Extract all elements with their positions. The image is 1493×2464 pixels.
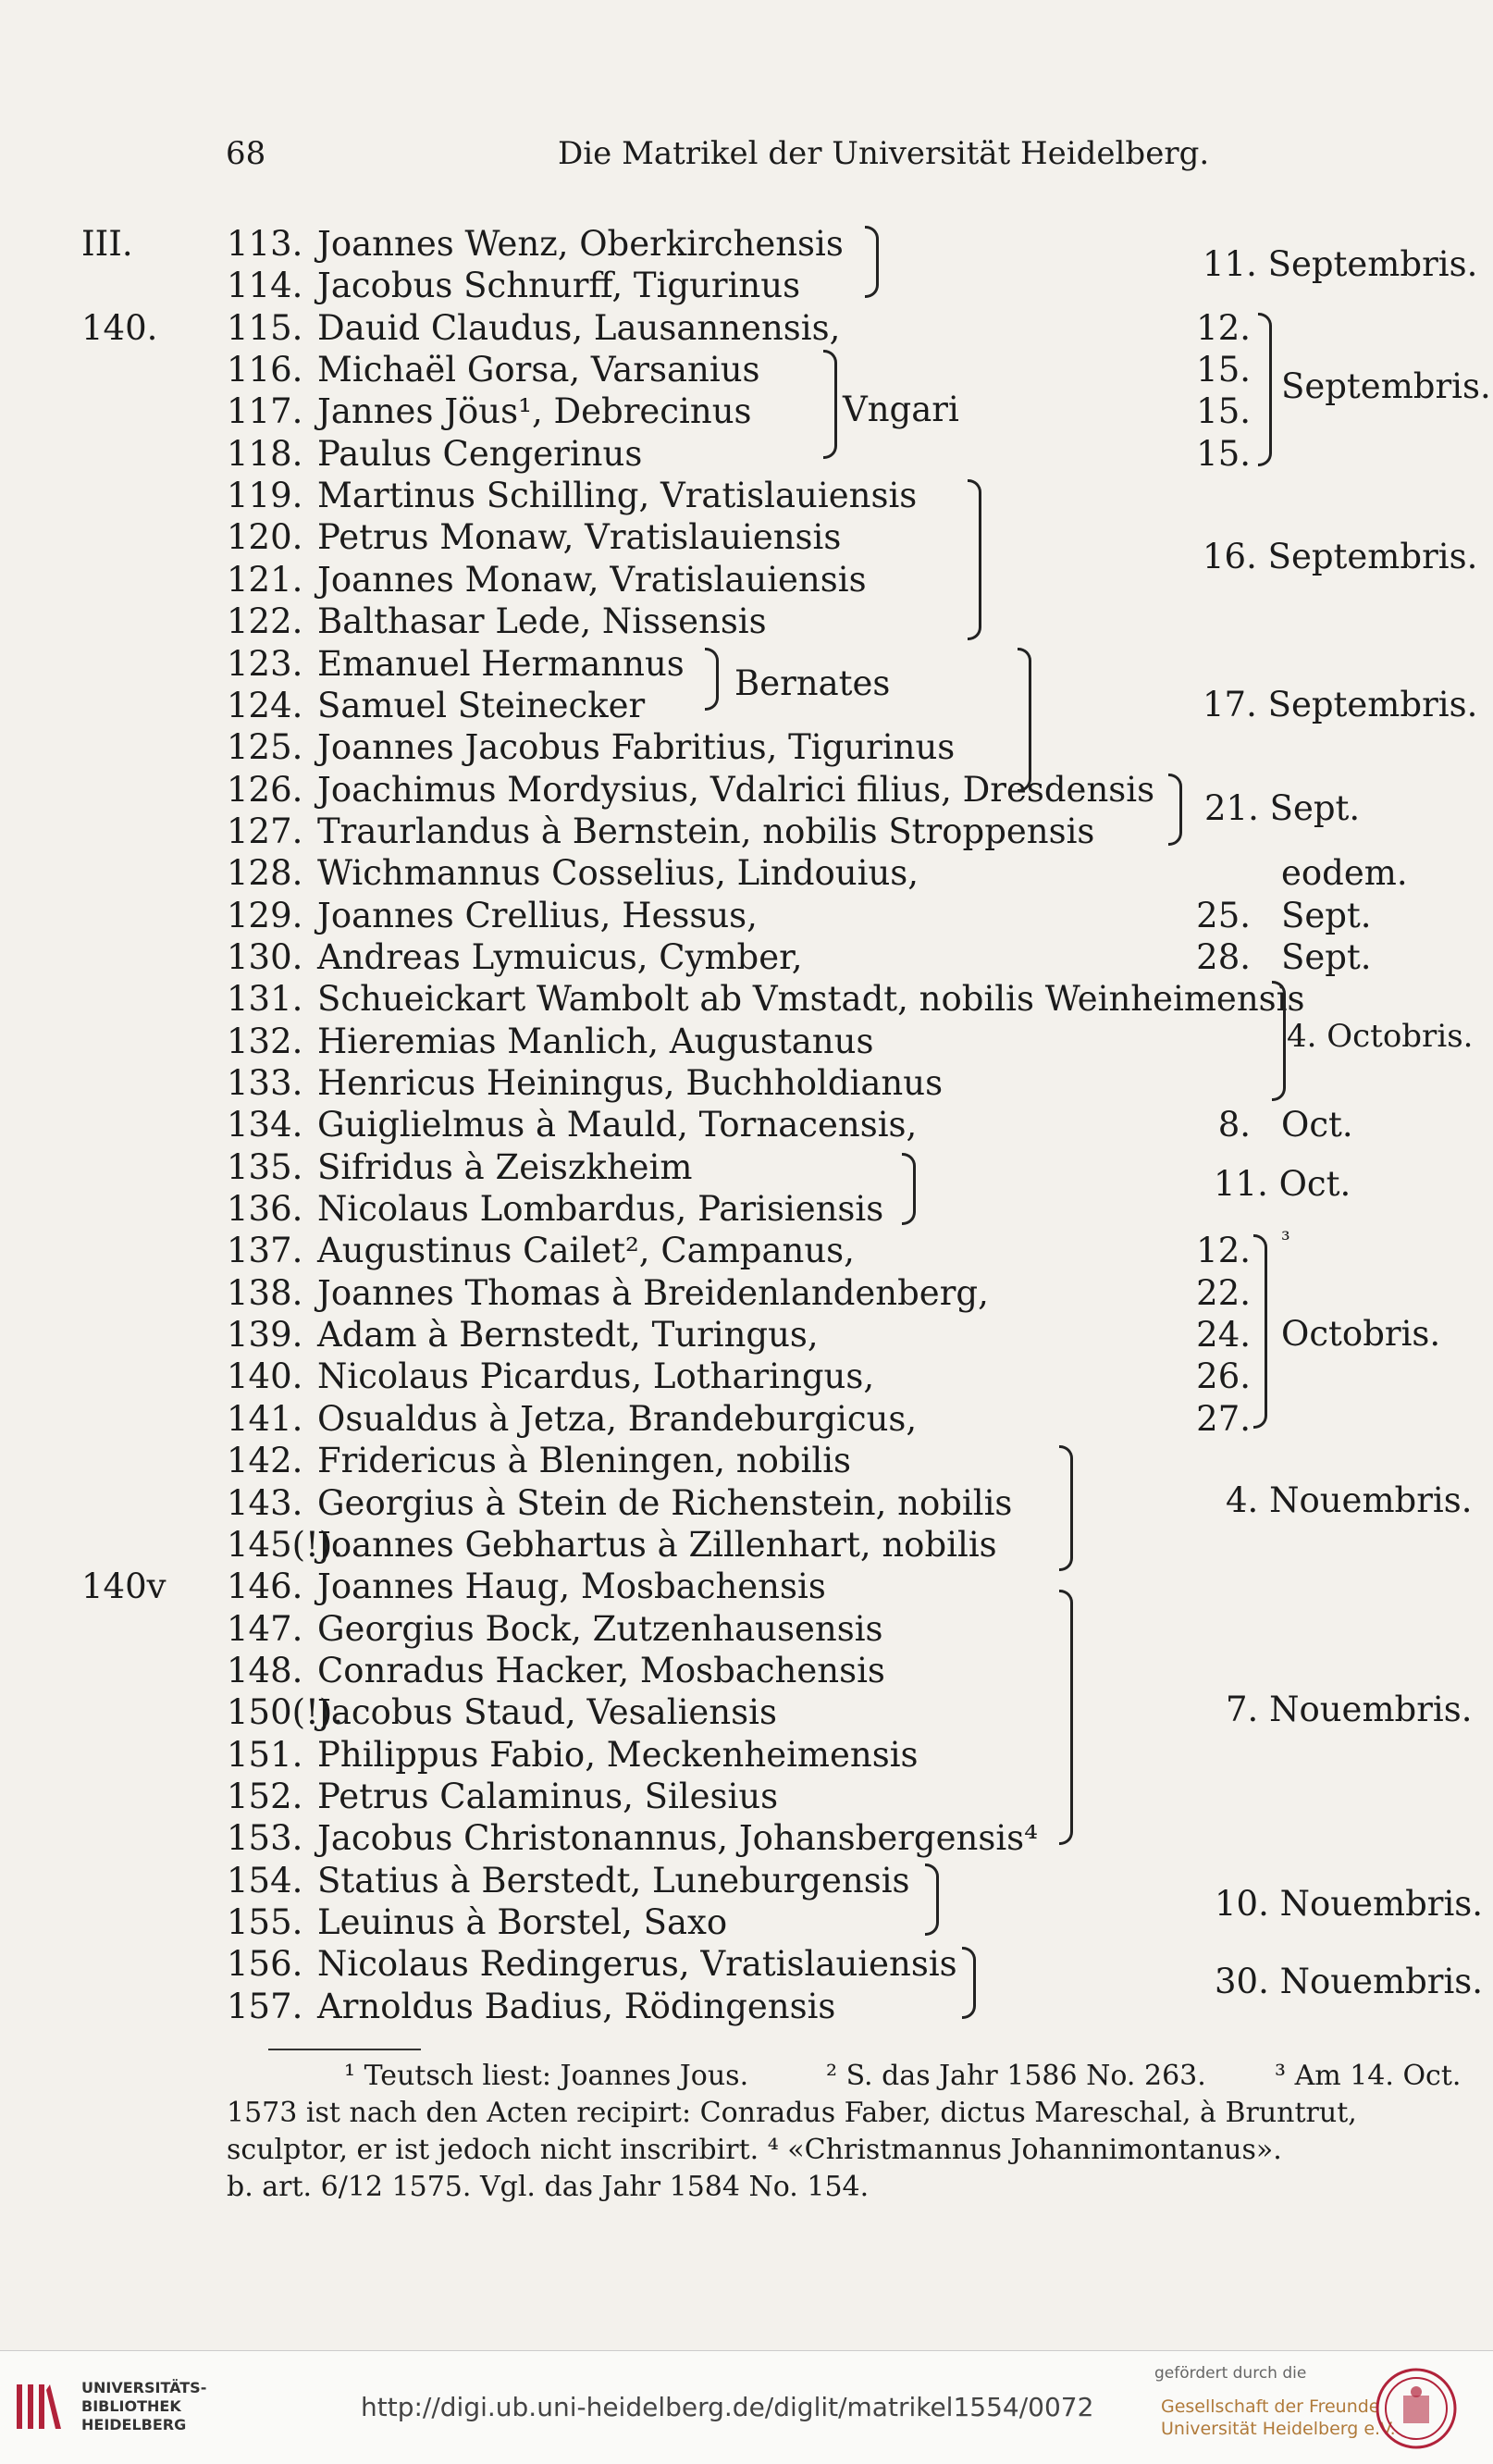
entry-day: 15.	[1196, 433, 1251, 474]
register-entry	[0, 1356, 1493, 1397]
entry-date: Sept.	[1281, 895, 1372, 935]
register-entry	[0, 1398, 1493, 1440]
brace-146-153	[1059, 1590, 1073, 1845]
entry-number: 157.	[227, 1986, 303, 2026]
entry-number: 133.	[227, 1063, 303, 1103]
sponsor-name-line-1: Gesellschaft der Freunde	[1161, 2396, 1380, 2417]
entry-name: Osualdus à Jetza, Brandeburgicus,	[317, 1398, 918, 1439]
entry-number: 130.	[227, 936, 303, 977]
group-label-bernates: Bernates	[734, 663, 891, 703]
entry-number: 122.	[227, 601, 303, 642]
entry-number: 128.	[227, 853, 303, 894]
entry-number: 126.	[227, 769, 303, 810]
brace-115-118-dates	[1258, 313, 1272, 466]
date-group-156-157: 30. Nouembris.	[1215, 1962, 1484, 2001]
entry-name: Paulus Cengerinus	[317, 433, 643, 474]
entry-day: 26.	[1196, 1356, 1251, 1397]
entry-day: 8.	[1217, 1105, 1251, 1145]
sponsor-name-line-2: Universität Heidelberg e.V.	[1161, 2419, 1396, 2439]
brace-156-157	[962, 1947, 976, 2019]
entry-number: 151.	[227, 1734, 303, 1775]
entry-name: Nicolaus Picardus, Lotharingus,	[317, 1356, 875, 1397]
folio-mark: III.	[81, 224, 133, 264]
entry-number: 141.	[227, 1398, 303, 1439]
entry-name: Joannes Gebhartus à Zillenhart, nobilis	[317, 1524, 997, 1565]
entry-name: Emanuel Hermannus	[317, 643, 685, 684]
entry-number: 117.	[227, 391, 303, 432]
running-title: Die Matrikel der Universität Heidelberg.	[558, 135, 1210, 172]
date-group-131-133: 4. Octobris.	[1287, 1018, 1474, 1055]
entry-name: Joannes Jacobus Fabritius, Tigurinus	[317, 727, 956, 768]
brace-119-122	[968, 479, 981, 640]
entry-day: 15.	[1196, 391, 1251, 432]
date-group-119-122: 16. Septembris.	[1203, 537, 1478, 576]
brace-131-133	[1272, 981, 1286, 1101]
entry-name: Fridericus à Bleningen, nobilis	[317, 1441, 852, 1481]
footnote-ref-3: ³	[1281, 1227, 1290, 1253]
entry-name: Balthasar Lede, Nissensis	[317, 601, 767, 642]
register-entry	[0, 1062, 1493, 1104]
folio-mark: 140.	[81, 307, 158, 348]
entry-number: 138.	[227, 1272, 303, 1313]
entry-number: 135.	[227, 1146, 303, 1187]
entry-day: 25.	[1196, 895, 1251, 935]
entry-name: Traurlandus à Bernstein, nobilis Stroppensis	[317, 811, 1095, 851]
date-group-126-127: 21. Sept.	[1204, 788, 1361, 828]
entry-number: 136.	[227, 1189, 303, 1230]
entry-number: 147.	[227, 1608, 303, 1649]
register-entry	[0, 895, 1493, 936]
entry-number: 121.	[227, 559, 303, 600]
entry-number: 152.	[227, 1776, 303, 1816]
entry-name: Nicolaus Redingerus, Vratislauiensis	[317, 1944, 957, 1985]
entry-name: Joannes Wenz, Oberkirchensis	[317, 224, 844, 264]
footnote-1: ¹ Teutsch liest: Joannes Jous.	[344, 2060, 749, 2092]
date-group-113-114: 11. Septembris.	[1203, 244, 1478, 284]
register-entry	[0, 1734, 1493, 1776]
entry-name: Georgius Bock, Zutzenhausensis	[317, 1608, 883, 1649]
register-entry	[0, 1817, 1493, 1859]
date-group-115-118: Septembris.	[1281, 366, 1491, 406]
register-entry	[0, 1524, 1493, 1566]
brace-123-125	[1018, 648, 1031, 792]
entry-day: 12.	[1196, 307, 1251, 348]
library-name-line-1: UNIVERSITÄTS-	[81, 2379, 207, 2396]
entry-name: Augustinus Cailet², Campanus,	[317, 1231, 855, 1271]
entry-name: Georgius à Stein de Richenstein, nobilis	[317, 1482, 1013, 1523]
library-name-line-2: BIBLIOTHEK	[81, 2397, 181, 2415]
entry-number: 114.	[227, 266, 303, 306]
entry-name: Andreas Lymuicus, Cymber,	[317, 936, 803, 977]
entry-number: 140.	[227, 1356, 303, 1397]
sponsor-name	[1161, 2396, 1396, 2440]
entry-name: Petrus Calaminus, Silesius	[317, 1776, 779, 1816]
date-group-123-125: 17. Septembris.	[1203, 685, 1478, 724]
entry-number: 137.	[227, 1231, 303, 1271]
register-entry	[0, 1272, 1493, 1314]
brace-137-141	[1253, 1234, 1267, 1429]
entry-number: 142.	[227, 1441, 303, 1481]
register-entry	[0, 1104, 1493, 1145]
entry-name: Leuinus à Borstel, Saxo	[317, 1902, 728, 1942]
brace-154-155	[925, 1863, 939, 1936]
register-entry	[0, 1440, 1493, 1481]
register-entry	[0, 1566, 1493, 1607]
entry-name: Jacobus Staud, Vesaliensis	[317, 1692, 777, 1733]
entry-number: 132.	[227, 1021, 303, 1061]
entry-number: 139.	[227, 1315, 303, 1356]
brace-123-124	[705, 648, 719, 711]
register-entry	[0, 1230, 1493, 1271]
register-entry	[0, 936, 1493, 978]
register-entry	[0, 601, 1493, 642]
register-entry	[0, 852, 1493, 894]
date-group-142-145: 4. Nouembris.	[1226, 1480, 1473, 1520]
footnote-3-start: ³ Am 14. Oct.	[1275, 2060, 1462, 2092]
date-group-137-141: Octobris.	[1281, 1314, 1441, 1354]
entry-name: Nicolaus Lombardus, Parisiensis	[317, 1189, 884, 1230]
entry-name: Michaël Gorsa, Varsanius	[317, 350, 760, 390]
entry-number: 127.	[227, 811, 303, 851]
entry-date: Sept.	[1281, 936, 1372, 977]
brace-135-136	[902, 1153, 916, 1225]
entry-name: Adam à Bernstedt, Turingus,	[317, 1315, 819, 1356]
entry-number: 131.	[227, 979, 303, 1020]
entry-number: 120.	[227, 517, 303, 558]
group-label-vngari: Vngari	[843, 390, 959, 429]
entry-number: 123.	[227, 643, 303, 684]
entry-name: Petrus Monaw, Vratislauiensis	[317, 517, 842, 558]
library-name	[81, 2379, 206, 2434]
footnote-rule	[268, 2049, 421, 2050]
entry-name: Dauid Claudus, Lausannensis,	[317, 307, 841, 348]
brace-113-114	[865, 226, 879, 298]
register-entry	[0, 1776, 1493, 1817]
entry-number: 145(!).	[227, 1524, 344, 1565]
entry-number: 113.	[227, 224, 303, 264]
register-entry	[0, 726, 1493, 768]
entry-day: 22.	[1196, 1272, 1251, 1313]
footnote-4-continued: b. art. 6/12 1575. Vgl. das Jahr 1584 No. 154.	[227, 2171, 870, 2203]
entry-day: 12.	[1196, 1231, 1251, 1271]
entry-day: 28.	[1196, 936, 1251, 977]
entry-number: 150(!).	[227, 1692, 344, 1733]
brace-116-118	[823, 350, 837, 459]
footnote-4: sculptor, er ist jedoch nicht inscribirt. ⁴ «Christmannus Johannimontanus».	[227, 2134, 1282, 2166]
brace-126-127	[1168, 774, 1182, 846]
entry-name: Joannes Haug, Mosbachensis	[317, 1566, 826, 1607]
sponsor-intro: gefördert durch die	[1154, 2364, 1307, 2383]
entry-number: 118.	[227, 433, 303, 474]
entry-number: 119.	[227, 476, 303, 516]
entry-number: 124.	[227, 685, 303, 725]
entry-name: Joannes Monaw, Vratislauiensis	[317, 559, 867, 600]
entry-name: Statius à Berstedt, Luneburgensis	[317, 1860, 910, 1901]
entry-date: eodem.	[1281, 853, 1408, 894]
entry-day: 15.	[1196, 350, 1251, 390]
folio-mark: 140v	[81, 1566, 167, 1607]
page-number: 68	[226, 135, 266, 172]
entry-number: 134.	[227, 1105, 303, 1145]
entry-name: Sifridus à Zeiszkheim	[317, 1146, 693, 1187]
permalink-url[interactable]: http://digi.ub.uni-heidelberg.de/diglit/matrikel1554/0072	[361, 2392, 1094, 2422]
entry-number: 148.	[227, 1650, 303, 1690]
viewer-footer	[0, 2350, 1493, 2464]
library-name-line-3: HEIDELBERG	[81, 2416, 187, 2433]
entry-name: Arnoldus Badius, Rödingensis	[317, 1986, 836, 2026]
entry-number: 156.	[227, 1944, 303, 1985]
entry-name: Hieremias Manlich, Augustanus	[317, 1021, 874, 1061]
register-entry	[0, 1314, 1493, 1356]
entry-name: Guiglielmus à Mauld, Tornacensis,	[317, 1105, 918, 1145]
register-entry	[0, 978, 1493, 1020]
entry-number: 143.	[227, 1482, 303, 1523]
entry-name: Henricus Heiningus, Buchholdianus	[317, 1063, 944, 1103]
entry-number: 153.	[227, 1818, 303, 1859]
entry-name: Martinus Schilling, Vratislauiensis	[317, 476, 918, 516]
register-entry	[0, 1021, 1493, 1062]
entry-number: 146.	[227, 1566, 303, 1607]
footnote-3-continued: 1573 ist nach den Acten recipirt: Conradus Faber, dictus Mareschal, à Bruntrut,	[227, 2097, 1357, 2129]
entry-name: Wichmannus Cosselius, Lindouius,	[317, 853, 919, 894]
entry-name: Jacobus Christonannus, Johansbergensis⁴	[317, 1818, 1038, 1859]
date-group-146-153: 7. Nouembris.	[1226, 1690, 1473, 1729]
entry-number: 155.	[227, 1902, 303, 1942]
entry-day: 27.	[1196, 1398, 1251, 1439]
entry-name: Joannes Thomas à Breidenlandenberg,	[317, 1272, 989, 1313]
entry-number: 116.	[227, 350, 303, 390]
entry-number: 154.	[227, 1860, 303, 1901]
entry-name: Conradus Hacker, Mosbachensis	[317, 1650, 885, 1690]
entry-name: Philippus Fabio, Meckenheimensis	[317, 1734, 919, 1775]
entry-day: 24.	[1196, 1315, 1251, 1356]
entry-name: Jacobus Schnurff, Tigurinus	[317, 266, 801, 306]
entry-name: Joachimus Mordysius, Vdalrici filius, Dresdensis	[317, 769, 1155, 810]
register-entry	[0, 1650, 1493, 1691]
entry-name: Jannes Jöus¹, Debrecinus	[317, 391, 752, 432]
entry-number: 129.	[227, 895, 303, 935]
date-group-135-136: 11. Oct.	[1214, 1164, 1351, 1204]
university-library-logo-icon	[13, 2377, 65, 2436]
register-entry	[0, 475, 1493, 516]
brace-142-145	[1059, 1445, 1073, 1571]
entry-name: Joannes Crellius, Hessus,	[317, 895, 758, 935]
entry-number: 115.	[227, 307, 303, 348]
date-group-154-155: 10. Nouembris.	[1215, 1884, 1484, 1924]
entry-name: Samuel Steinecker	[317, 685, 646, 725]
university-seal-icon	[1376, 2368, 1457, 2449]
register-entry	[0, 1608, 1493, 1650]
footnote-2: ² S. das Jahr 1586 No. 263.	[826, 2060, 1206, 2092]
entry-date: Oct.	[1281, 1105, 1353, 1145]
entry-name: Schueickart Wambolt ab Vmstadt, nobilis Weinheimensis	[317, 979, 1305, 1020]
entry-number: 125.	[227, 727, 303, 768]
